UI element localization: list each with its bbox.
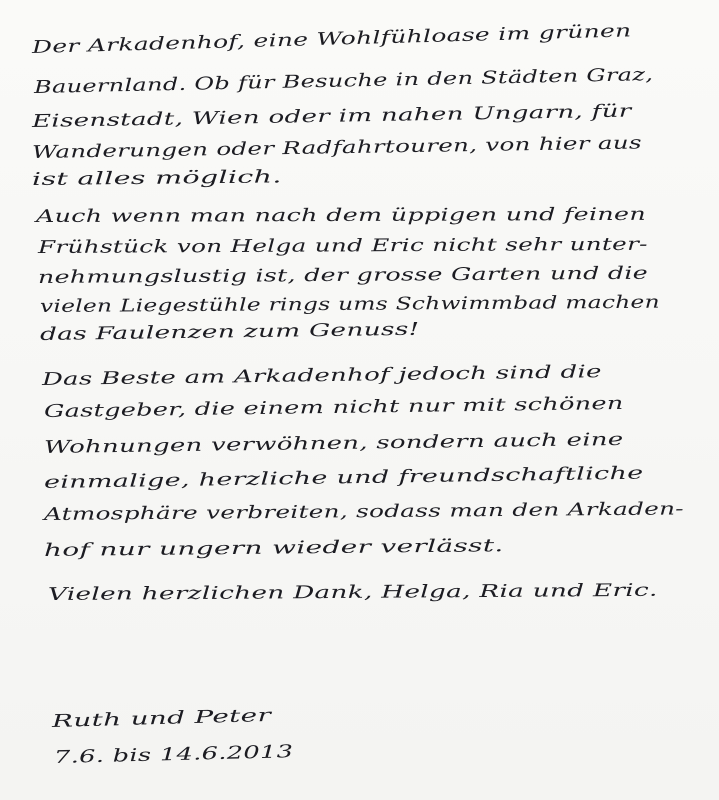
letter-line: das Faulenzen zum Genuss! [39,319,420,345]
letter-line: Bauernland. Ob für Besuche in den Städten Graz, [33,65,654,98]
letter-line: Wohnungen verwöhnen, sondern auch eine [43,429,624,458]
letter-line: ist alles möglich. [31,167,282,190]
letter-line: Das Beste am Arkadenhof jedoch sind die [41,362,602,390]
letter-line: Auch wenn man nach dem üppigen und feinen [35,204,647,227]
letter-line: Gastgeber, die einem nicht nur mit schönen [43,393,624,422]
letter-line: vielen Liegestühle rings ums Schwimmbad machen [39,292,660,317]
letter-line: einmalige, herzliche und freundschaftliche [43,463,644,493]
signature-dates: 7.6. bis 14.6.2013 [53,742,294,768]
letter-line: Der Arkadenhof, eine Wohlfühloase im grünen [31,21,632,58]
letter-line: Frühstück von Helga und Eric nicht sehr unter- [37,234,648,258]
letter-line: nehmungslustig ist, der grosse Garten und die [37,263,649,288]
letter-line: Vielen herzlichen Dank, Helga, Ria und Eric. [47,580,658,605]
letter-line: Wanderungen oder Radfahrtouren, von hier aus [31,133,642,163]
letter-line: Eisenstadt, Wien oder im nahen Ungarn, für [31,101,632,132]
letter-line: hof nur ungern wieder verlässt. [43,536,504,561]
letter-line: Atmosphäre verbreiten, sodass man den Arkaden- [43,499,684,525]
signature-names: Ruth und Peter [51,705,272,732]
